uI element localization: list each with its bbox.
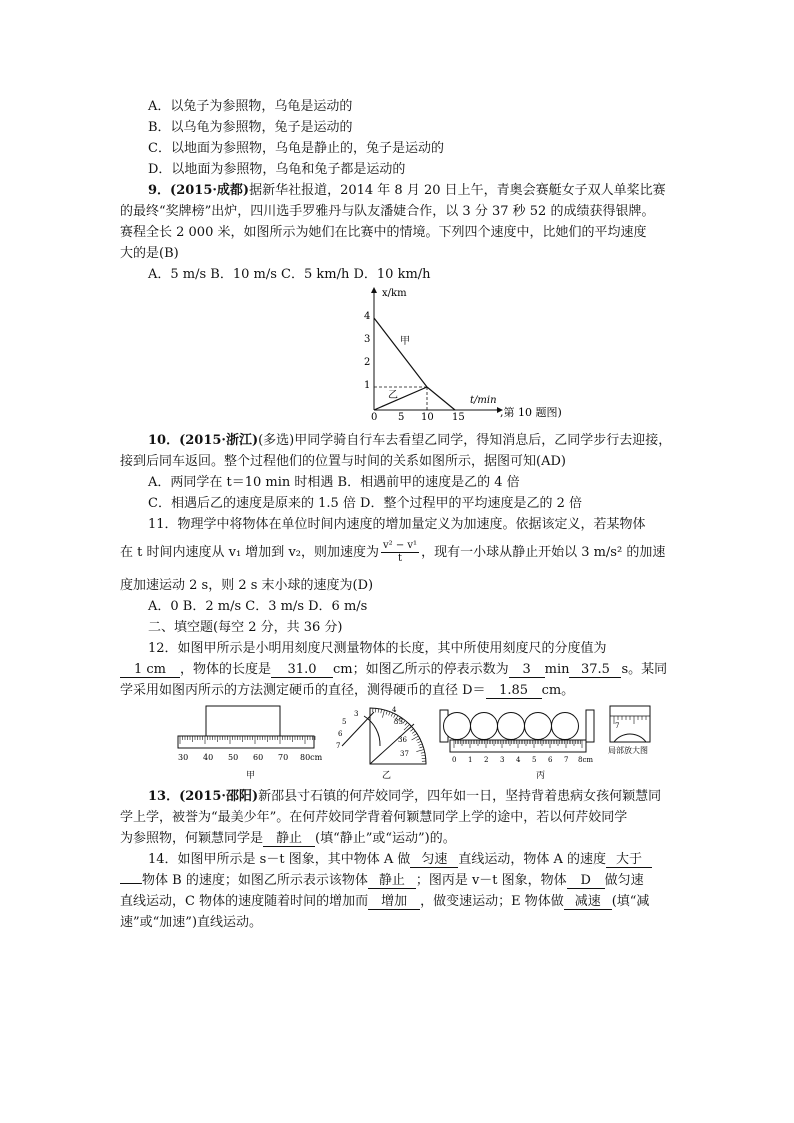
q14-text-3c: (填“减 (611, 894, 650, 909)
q11-line2 (120, 540, 690, 565)
label-yi: 乙 (388, 390, 398, 401)
q9-line2: 的最终“奖牌榜”出炉，四川选手罗雅丹与队友潘婕合作，以 3 分 37 秒 52 的成绩获得银牌。 (120, 204, 655, 219)
q12-line2 (120, 659, 690, 680)
q14-line4: 速”或“加速”)直线运动。 (120, 915, 263, 930)
acceleration-formula (381, 540, 419, 565)
q11-text-2a: 在 t 时间内速度从 v₁ 增加到 v₂，则加速度为 (120, 545, 379, 560)
stopwatch-figure-yi (336, 706, 426, 781)
q8-option-d: D．以地面为参照物，乌龟和兔子都是运动的 (148, 162, 406, 177)
ruler-tick-70: 70 (278, 753, 289, 762)
q14-text-2a: 物体 B 的速度；如图乙所示表示该物体 (142, 873, 368, 888)
q14-text-1a: 14．如图甲所示是 s－t 图象，其中物体 A 做 (148, 852, 411, 867)
zoom-label: 局部放大图 (608, 746, 648, 755)
coin-ruler-5: 5 (532, 756, 537, 764)
q13-line3 (120, 828, 690, 849)
line-jia-outbound (374, 318, 427, 387)
coin-ruler-2: 2 (484, 756, 489, 764)
label-jia-fig: 甲 (246, 771, 256, 781)
figure-caption-10: ,第 10 题图) (500, 406, 562, 419)
coin-1 (444, 713, 471, 740)
q12-blank-diameter: 1.85 (486, 683, 542, 699)
dial-label-6: 6 (338, 730, 343, 738)
q12-text-6: cm。 (541, 683, 575, 698)
dial-label-5: 5 (342, 718, 347, 726)
q12-blank-length: 31.0 (271, 662, 333, 678)
measured-block (206, 706, 280, 736)
y-tick-4: 4 (364, 311, 371, 322)
q14-blank-1: 匀速 (410, 852, 458, 868)
q12-text-4: s。某同 (621, 662, 668, 677)
ruler-tick-50: 50 (228, 753, 239, 762)
y-tick-1: 1 (364, 380, 371, 391)
q12-blank-division: 1 cm (120, 662, 180, 678)
q14-line2 (120, 870, 690, 891)
right-triangle-block (586, 710, 594, 742)
ruler-tick-40: 40 (203, 753, 214, 762)
coin-5 (552, 713, 579, 740)
x-tick-10: 10 (421, 412, 434, 422)
q12-text-1: ，物体的长度是 (180, 662, 272, 677)
q11-options: A．0 B．2 m/s C．3 m/s D．6 m/s (148, 599, 368, 614)
q14-text-3a: 直线运动，C 物体的速度随着时间的增加而 (120, 894, 369, 909)
x-tick-0: 0 (371, 412, 378, 422)
q14-line3 (120, 891, 690, 912)
q8-option-b: B．以乌龟为参照物，兔子是运动的 (148, 120, 353, 135)
q14-blank-6: 减速 (564, 894, 612, 910)
q8-option-c: C．以地面为参照物，乌龟是静止的，兔子是运动的 (148, 141, 444, 156)
q14-blank-5: 增加 (368, 894, 420, 910)
q9-line3: 赛程全长 2 000 米，如图所示为她们在比赛中的情境。下列四个速度中，比她们的平均速度 (120, 225, 647, 240)
q11-line3: 度加速运动 2 s，则 2 s 末小球的速度为(D) (120, 578, 374, 593)
q10-line1 (148, 430, 718, 451)
ruler-jia (178, 736, 314, 748)
q12-line1: 12．如图甲所示是小明用刻度尺测量物体的长度，其中所使用刻度尺的分度值为 (148, 641, 607, 656)
x-tick-5: 5 (398, 412, 405, 422)
dial-label-36: 36 (398, 736, 407, 744)
coin-ruler-3: 3 (500, 756, 505, 764)
dial-label-7: 7 (336, 742, 341, 750)
x-axis-label: t/min (470, 395, 497, 406)
coin-3 (498, 713, 525, 740)
label-bing-fig: 丙 (536, 771, 546, 781)
q13-line1 (148, 786, 718, 807)
q12-text-3: min (544, 662, 570, 677)
q10-position-time-graph (360, 286, 580, 422)
q12-figures (174, 702, 684, 786)
ruler-tick-80: 80cm (300, 753, 323, 762)
q14-text-2c: 做匀速 (604, 873, 644, 888)
coin-figure-bing (440, 706, 650, 781)
q10-options-ab: A．两同学在 t＝10 min 时相遇 B．相遇前甲的速度是乙的 4 倍 (148, 475, 520, 490)
q10-options-cd: C．相遇后乙的速度是原来的 1.5 倍 D．整个过程甲的平均速度是乙的 2 倍 (148, 496, 582, 511)
label-jia: 甲 (400, 336, 410, 347)
q11-line1: 11．物理学中将物体在单位时间内速度的增加量定义为加速度。依据该定义，若某物体 (148, 517, 646, 532)
q10-text-1: (多选)甲同学骑自行车去看望乙同学，得知消息后，乙同学步行去迎接， (258, 433, 672, 448)
q13-text-3a: 为参照物，何颖慧同学是 (120, 831, 264, 846)
q12-text-2: cm；如图乙所示的停表示数为 (333, 662, 509, 677)
coin-ruler-6: 6 (548, 756, 553, 764)
q13-text-3b: (填“静止”或“运动”)的。 (315, 831, 456, 846)
q9-line1 (148, 180, 718, 201)
y-axis-label: x/km (382, 288, 407, 299)
q12-line3 (120, 680, 690, 701)
q8-option-a: A．以兔子为参照物，乌龟是运动的 (148, 99, 353, 114)
coin-ruler-4: 4 (516, 756, 521, 764)
section-2-title: 二、填空题(每空 2 分，共 36 分) (148, 620, 343, 635)
q9-text-1: 据新华社报道，2014 年 8 月 20 日上午，青奥会赛艇女子双人单桨比赛 (249, 183, 666, 198)
q13-line2: 学上学，被誉为“最美少年”。在何芹姣同学背着何颖慧同学上学的途中，若以何芹姣同学 (120, 810, 628, 825)
q14-text-1b: 直线运动，物体 A 的速度 (458, 852, 607, 867)
ruler-tick-60: 60 (253, 753, 264, 762)
q14-line1 (148, 849, 718, 870)
q10-line2: 接到后同车返回。整个过程他们的位置与时间的关系如图所示，据图可知(AD) (120, 454, 566, 469)
dial-label-4: 4 (392, 706, 397, 714)
q14-blank-3: 静止 (368, 873, 416, 889)
label-yi-fig: 乙 (382, 771, 392, 781)
dial-label-3: 3 (354, 710, 359, 718)
y-tick-3: 3 (364, 334, 371, 345)
q9-number: 9．(2015·成都) (148, 183, 250, 198)
formula-numerator: v² − v¹ (383, 540, 418, 551)
coin-ruler-7: 7 (564, 756, 569, 764)
q9-options: A．5 m/s B．10 m/s C．5 km/h D．10 km/h (148, 267, 431, 282)
dial-label-35: 35 (394, 718, 403, 726)
zoom-tick-7: 7 (615, 722, 620, 730)
dial-label-37: 37 (400, 750, 409, 758)
line-yi (374, 387, 427, 410)
coin-2 (471, 713, 498, 740)
q11-text-2b: ，现有一小球从静止开始以 3 m/s² 的加速 (421, 545, 666, 560)
q14-blank-2-cont (120, 883, 142, 884)
line-return (427, 387, 455, 410)
y-tick-2: 2 (364, 357, 371, 368)
q14-text-2b: ；图丙是 v－t 图象，物体 (415, 873, 567, 888)
q10-number: 10．(2015·浙江) (148, 433, 259, 448)
ruler-figure-jia (178, 706, 323, 781)
q12-text-5: 学采用如图丙所示的方法测定硬币的直径，测得硬币的直径 D＝ (120, 683, 486, 698)
q13-blank-answer: 静止 (263, 831, 315, 847)
q12-blank-seconds: 37.5 (569, 662, 621, 678)
coin-ruler-0: 0 (452, 756, 457, 764)
coin-ruler-1: 1 (468, 756, 473, 764)
q14-text-3b: ，做变速运动；E 物体做 (420, 894, 564, 909)
x-tick-15: 15 (452, 412, 465, 422)
q12-blank-minutes: 3 (509, 662, 545, 678)
ruler-tick-30: 30 (178, 753, 189, 762)
q14-blank-2: 大于 (606, 852, 652, 868)
formula-denominator: t (398, 553, 403, 564)
q13-text-1: 新邵县寸石镇的何芹姣同学，四年如一日，坚持背着患病女孩何颖慧同 (258, 789, 662, 804)
q13-number: 13．(2015·邵阳) (148, 789, 259, 804)
coin-4 (525, 713, 552, 740)
q14-blank-4: D (567, 873, 605, 889)
coin-ruler-8: 8cm (578, 756, 594, 764)
q9-line4: 大的是(B) (120, 246, 179, 261)
